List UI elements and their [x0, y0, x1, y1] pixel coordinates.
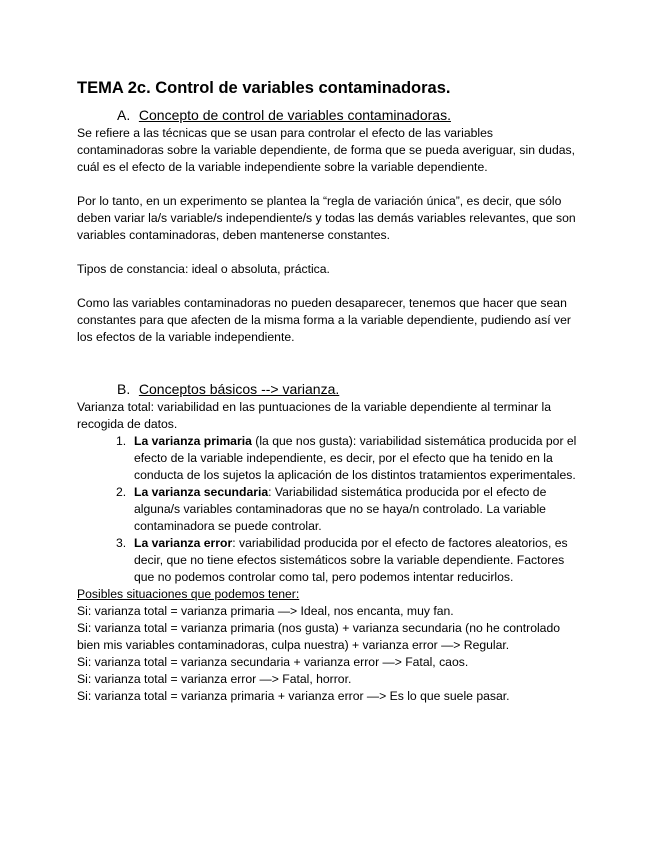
- section-b-letter: B.: [117, 381, 131, 397]
- section-b-heading: [77, 380, 582, 398]
- section-a-paragraph-2: Por lo tanto, en un experimento se plantea la “regla de variación única”, es decir, que sólo deben variar la/s variable/s independiente/s y todas las demás variables relevantes, que son variables contaminadoras, deben mantenerse constantes.: [77, 194, 576, 242]
- section-a-paragraph-1: Se refiere a las técnicas que se usan para controlar el efecto de las variables contaminadoras sobre la variable dependiente, de forma que se pueda averiguar, sin dudas, cuál es el efecto de la variable independiente sobre la variable dependiente.: [77, 126, 575, 174]
- section-a-heading: [77, 106, 582, 124]
- list-item: [77, 484, 582, 535]
- section-a-paragraph-3: Tipos de constancia: ideal o absoluta, práctica.: [77, 262, 330, 276]
- situation-line: Si: varianza total = varianza primaria —> Ideal, nos encanta, muy fan.: [77, 604, 454, 618]
- list-item-number: 2.: [116, 485, 127, 499]
- list-item-term: La varianza secundaria: [134, 485, 269, 499]
- situation-line: Si: varianza total = varianza primaria + varianza error —> Es lo que suele pasar.: [77, 689, 510, 703]
- section-a-paragraph-4: Como las variables contaminadoras no pueden desaparecer, tenemos que hacer que sean constantes para que afecten de la misma forma a la variable dependiente, pudiendo así ver los efectos de la variable independiente.: [77, 296, 571, 344]
- list-item: [77, 433, 582, 484]
- list-item-number: 3.: [116, 536, 127, 550]
- list-item-number: 1.: [116, 434, 127, 448]
- list-item-term: La varianza error: [134, 536, 233, 550]
- list-item-text: (la que nos gusta): variabilidad sistemática producida por el efecto de la variable independiente, es decir, por el efecto que ha tenido en la conducta de los sujetos la aplicación de los distintos tratamientos experimentales.: [134, 434, 577, 482]
- list-item-text: : variabilidad producida por el efecto de factores aleatorios, es decir, que no tiene efectos sistemáticos sobre la variable dependiente. Factores que no podemos controlar como tal, pero podemos intentar reducirlos.: [134, 536, 568, 584]
- situation-line: Si: varianza total = varianza primaria (nos gusta) + varianza secundaria (no he controlado bien mis variables contaminadoras, culpa nuestra) + varianza error —> Regular.: [77, 621, 561, 652]
- document-content: [77, 78, 582, 705]
- page-title: TEMA 2c. Control de variables contaminadoras.: [77, 79, 451, 97]
- section-a-letter: A.: [117, 107, 131, 123]
- section-b-title: Conceptos básicos --> varianza.: [138, 381, 340, 397]
- section-a-title: Concepto de control de variables contaminadoras.: [138, 107, 451, 123]
- list-item-term: La varianza primaria: [134, 434, 252, 448]
- list-item: [77, 535, 582, 586]
- situations-heading: Posibles situaciones que podemos tener:: [77, 587, 300, 601]
- section-b-intro: Varianza total: variabilidad en las puntuaciones de la variable dependiente al terminar la recogida de datos.: [77, 400, 552, 431]
- situation-line: Si: varianza total = varianza secundaria + varianza error —> Fatal, caos.: [77, 655, 469, 669]
- list-item-text: : Variabilidad sistemática producida por el efecto de alguna/s variables contaminadoras que no se haya/n controlado. La variable contaminadora se puede controlar.: [134, 485, 547, 533]
- variance-list: [77, 433, 582, 586]
- situation-line: Si: varianza total = varianza error —> Fatal, horror.: [77, 672, 352, 686]
